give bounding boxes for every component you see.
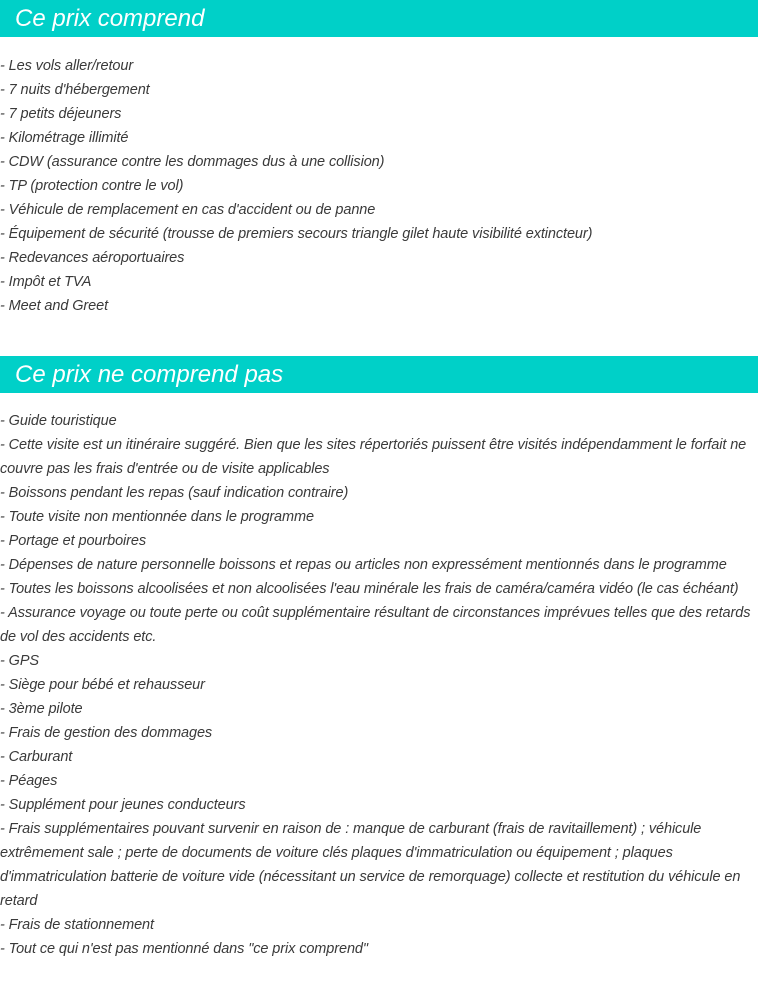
included-item: - Les vols aller/retour: [0, 58, 134, 74]
excluded-item: - Assurance voyage ou toute perte ou coût supplémentaire résultant de circonstances imprévues telles que des retards de vol des accidents etc.: [0, 605, 751, 645]
included-item: - 7 petits déjeuners: [0, 106, 122, 122]
excluded-item: - Portage et pourboires: [0, 533, 147, 549]
included-item: - Redevances aéroportuaires: [0, 250, 185, 266]
included-item: - Kilométrage illimité: [0, 130, 129, 146]
excluded-item: - 3ème pilote: [0, 701, 83, 717]
included-item: - Impôt et TVA: [0, 274, 92, 290]
excluded-section-title: Ce prix ne comprend pas: [0, 356, 758, 393]
excluded-list: [0, 409, 758, 961]
excluded-item: - Frais de stationnement: [0, 917, 154, 933]
included-item: - CDW (assurance contre les dommages dus à une collision): [0, 154, 385, 170]
included-item: - Véhicule de remplacement en cas d'accident ou de panne: [0, 202, 376, 218]
excluded-item: - Carburant: [0, 749, 73, 765]
excluded-item: - Tout ce qui n'est pas mentionné dans "ce prix comprend": [0, 941, 368, 957]
included-item: - Équipement de sécurité (trousse de premiers secours triangle gilet haute visibilité extincteur): [0, 226, 593, 242]
included-list: [0, 54, 758, 318]
excluded-item: - Guide touristique: [0, 413, 117, 429]
excluded-item: - Cette visite est un itinéraire suggéré. Bien que les sites répertoriés puissent être visités indépendamment le forfait ne couvre pas les frais d'entrée ou de visite applicables: [0, 437, 747, 477]
excluded-item: - Frais de gestion des dommages: [0, 725, 213, 741]
excluded-item: - Boissons pendant les repas (sauf indication contraire): [0, 485, 349, 501]
excluded-item: - Toute visite non mentionnée dans le programme: [0, 509, 314, 525]
excluded-item: - GPS: [0, 653, 39, 669]
included-item: - TP (protection contre le vol): [0, 178, 184, 194]
excluded-item: - Frais supplémentaires pouvant survenir en raison de : manque de carburant (frais de ravitaillement) ; véhicule extrêmement sale ; perte de documents de voiture clés plaques d'immatriculation ou équipement ; plaques d'immatriculation batterie de voiture vide (nécessitant un service de remorquage) collecte et restitution du véhicule en retard: [0, 821, 741, 909]
excluded-item: - Toutes les boissons alcoolisées et non alcoolisées l'eau minérale les frais de caméra/caméra vidéo (le cas échéant): [0, 581, 739, 597]
included-section-title: Ce prix comprend: [0, 0, 758, 37]
excluded-item: - Supplément pour jeunes conducteurs: [0, 797, 246, 813]
included-item: - 7 nuits d'hébergement: [0, 82, 150, 98]
excluded-item: - Péages: [0, 773, 58, 789]
excluded-item: - Siège pour bébé et rehausseur: [0, 677, 205, 693]
excluded-item: - Dépenses de nature personnelle boissons et repas ou articles non expressément mentionnés dans le programme: [0, 557, 727, 573]
included-item: - Meet and Greet: [0, 298, 109, 314]
